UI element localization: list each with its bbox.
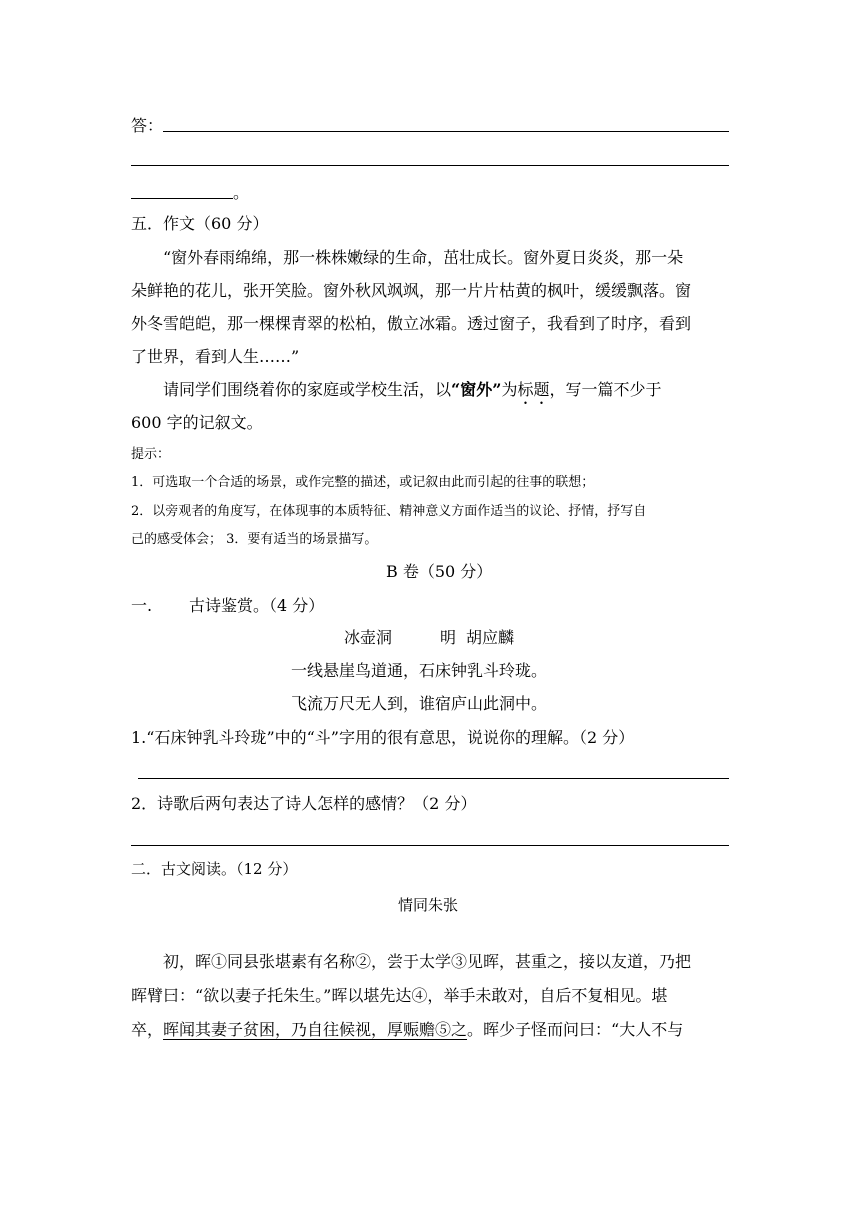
emphasis-dot-char-1: 标: [517, 380, 534, 399]
answer-line-2: [131, 165, 729, 166]
essay-heading: 五．作文（60 分）: [131, 214, 269, 233]
emphasis-dot-char-2: 题: [533, 380, 550, 399]
classical-line-1: 初，晖①同县张堪素有名称②，尝于太学③见晖，甚重之，接以友道，乃把: [163, 952, 692, 971]
essay-prompt-part2: 为: [501, 380, 518, 399]
tip-3: 己的感受体会； 3．要有适当的场景描写。: [131, 532, 378, 547]
classical-line-3-start: 卒，: [131, 1020, 164, 1039]
tips-label: 提示：: [131, 447, 171, 462]
essay-quote-line-1: “窗外春雨绵绵，那一株株嫩绿的生命，茁壮成长。窗外夏日炎炎，那一朵: [163, 248, 684, 267]
underlined-sentence: 晖闻其妻子贫困，乃自往候视，厚赈赡⑤之: [163, 1020, 468, 1039]
classical-line-2: 晖臂曰：“欲以妻子托朱生。”晖以堪先达④，举手未敢对，自后不复相见。堪: [131, 986, 668, 1005]
answer-line-3: [131, 198, 233, 199]
essay-prompt-line-2: 600 字的记叙文。: [131, 413, 263, 432]
question-1-answer-line: [138, 778, 729, 779]
answer-line-1: [163, 131, 729, 132]
question-2-answer-line: [131, 845, 729, 846]
essay-prompt-line-1: [163, 380, 662, 400]
essay-quote-line-4: 了世界，看到人生……”: [131, 347, 300, 366]
question-2: 2．诗歌后两句表达了诗人怎样的感情？（2 分）: [131, 794, 477, 813]
essay-prompt-part3: ，写一篇不少于: [549, 380, 662, 399]
tip-2: 2．以旁观者的角度写，在体现事的本质特征、精神意义方面作适当的议论、抒情，抒写自: [131, 504, 647, 519]
essay-title-word: “窗外”: [451, 380, 502, 399]
poem-author: 胡应麟: [466, 628, 515, 647]
poem-line-2: 飞流万尺无人到，谁宿庐山此洞中。: [291, 694, 548, 713]
classical-line-3-end: 。晖少子怪而问曰：“大人不与: [467, 1020, 684, 1039]
answer-label: 答：: [131, 116, 164, 135]
essay-prompt-part1: 请同学们围绕着你的家庭或学校生活，以: [163, 380, 452, 399]
essay-quote-line-3: 外冬雪皑皑，那一棵棵青翠的松柏，傲立冰霜。透过窗子，我看到了时序，看到: [131, 314, 692, 333]
poem-section-number: 一.: [131, 596, 153, 615]
poem-section-heading: 古诗鉴赏。（4 分）: [189, 596, 325, 615]
section-b-heading: B 卷（50 分）: [386, 562, 493, 581]
answer-end-mark: 。: [233, 183, 250, 202]
tip-1: 1．可选取一个合适的场景，或作完整的描述，或记叙由此而引起的往事的联想；: [131, 475, 595, 490]
classical-line-3: [131, 1020, 683, 1040]
poem-title: 冰壶洞: [344, 628, 393, 647]
poem-line-1: 一线悬崖鸟道通，石床钟乳斗玲珑。: [291, 661, 548, 680]
classical-heading: 二．古文阅读。（12 分）: [131, 860, 298, 878]
poem-dynasty: 明: [440, 628, 457, 647]
classical-title: 情同朱张: [398, 896, 459, 914]
question-1: 1.“石床钟乳斗玲珑”中的“斗”字用的很有意思，说说你的理解。（2 分）: [131, 728, 635, 747]
essay-quote-line-2: 朵鲜艳的花儿，张开笑脸。窗外秋风飒飒，那一片片枯黄的枫叶，缓缓飘落。窗: [131, 281, 692, 300]
